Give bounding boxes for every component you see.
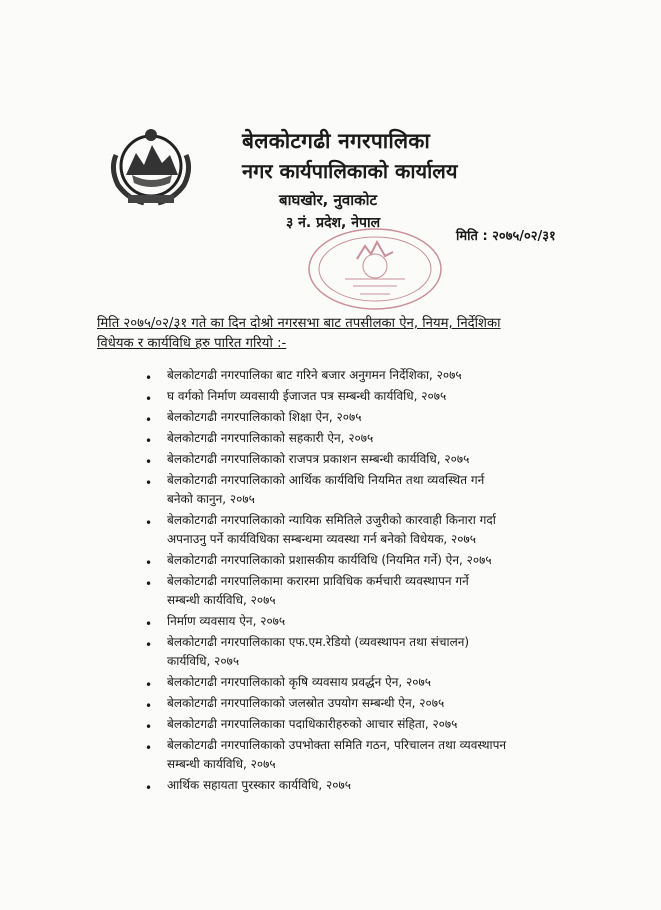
bullet-icon: • (145, 577, 153, 591)
document-date: मिति : २०७५/०२/३१ (456, 229, 556, 244)
bullet-icon: • (145, 556, 153, 570)
list-item: • बेलकोटगढी नगरपालिकाका एफ.एम.रेडियो (व्यवस्थापन तथा संचालन) कार्यविधि, २०७५ (145, 635, 470, 668)
list-item: • बेलकोटगढी नगरपालिकाको उपभोक्ता समिति गठन, परिचालन तथा व्यवस्थापन सम्बन्धी कार्यविधि, २०७५ (145, 738, 507, 771)
bullet-icon: • (145, 476, 153, 490)
bullet-icon: • (145, 516, 153, 530)
list-item: • बेलकोटगढी नगरपालिकामा करारमा प्राविधिक कर्मचारी व्यवस्थापन गर्ने सम्बन्धी कार्यविधि, २०७५ (145, 574, 469, 607)
bullet-icon: • (145, 392, 153, 406)
list-item: • बेलकोटगढी नगरपालिका बाट गरिने बजार अनुगमन निर्देशिका, २०७५ (143, 366, 603, 385)
office-location: बाघखोर, नुवाकोट (279, 191, 378, 209)
nepal-emblem-icon (108, 125, 194, 207)
bullet-icon: • (145, 434, 153, 448)
list-item: • बेलकोटगढी नगरपालिकाको जलस्रोत उपयोग सम्बन्धी ऐन, २०७५ (143, 694, 603, 713)
list-item: • बेलकोटगढी नगरपालिकाको न्यायिक समितिले उजुरीको कारवाही किनारा गर्दा अपनाउनु पर्ने कार्यविधिका सम्बन्धमा व्यवस्था गर्न बनेको विधेयक, २०७५ (145, 513, 496, 546)
office-stamp-icon (305, 224, 445, 314)
list-item: • बेलकोटगढी नगरपालिकाको राजपत्र प्रकाशन सम्बन्धी कार्यविधि, २०७५ (143, 450, 603, 469)
list-item: • बेलकोटगढी नगरपालिकाको प्रशासकीय कार्यविधि (नियमित गर्ने) ऐन, २०७५ (143, 551, 603, 570)
bullet-icon: • (145, 455, 153, 469)
list-item: • बेलकोटगढी नगरपालिकाको शिक्षा ऐन, २०७५ (143, 408, 603, 427)
office-subtitle: नगर कार्यपालिकाको कार्यालय (242, 159, 458, 183)
office-title: बेलकोटगढी नगरपालिका (242, 129, 431, 153)
list-item: • बेलकोटगढी नगरपालिकाको आर्थिक कार्यविधि नियमित तथा व्यवस्थित गर्न बनेको कानुन, २०७५ (145, 473, 485, 506)
bullet-icon: • (145, 617, 153, 631)
bullet-icon: • (145, 741, 153, 755)
list-item: • घ वर्गको निर्माण व्यवसायी ईजाजत पत्र सम्बन्धी कार्यविधि, २०७५ (143, 387, 603, 406)
intro-paragraph (97, 314, 597, 354)
bullet-icon: • (145, 638, 153, 652)
list-item: • बेलकोटगढी नगरपालिकाका पदाधिकारीहरुको आचार संहिता, २०७५ (143, 715, 603, 734)
list-item: • बेलकोटगढी नगरपालिकाको कृषि व्यवसाय प्रवर्द्धन ऐन, २०७५ (143, 673, 603, 692)
bullet-icon: • (145, 413, 153, 427)
bullet-icon: • (145, 371, 153, 385)
bullet-icon: • (145, 720, 153, 734)
list-item: • बेलकोटगढी नगरपालिकाको सहकारी ऐन, २०७५ (143, 429, 603, 448)
list-item: • आर्थिक सहायता पुरस्कार कार्यविधि, २०७५ (143, 776, 603, 795)
office-province: ३ नं. प्रदेश, नेपाल (286, 215, 381, 231)
bullet-icon: • (145, 678, 153, 692)
intro-line-2: विधेयक र कार्यविधि हरु पारित गरियो :- (97, 336, 287, 351)
bullet-icon: • (145, 699, 153, 713)
bullet-icon: • (145, 781, 153, 795)
list-item: • निर्माण व्यवसाय ऐन, २०७५ (143, 612, 603, 631)
intro-line-1: मिति २०७५/०२/३१ गते का दिन दोश्रो नगरसभा बाट तपसीलका ऐन, नियम, निर्देशिका (97, 316, 501, 331)
passed-laws-list (143, 366, 603, 797)
